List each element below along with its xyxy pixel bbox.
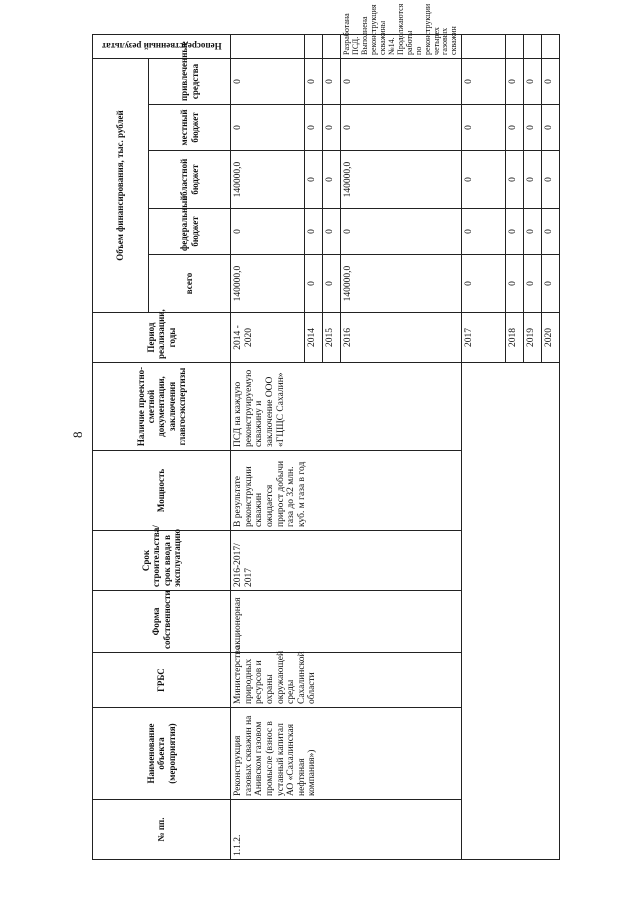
cell-local: 0 (305, 105, 323, 151)
header-grbs: ГРБС (93, 653, 231, 708)
cell-local: 0 (506, 105, 524, 151)
header-schedule: Срок строительства/срок ввода в эксплуатацию (93, 531, 231, 591)
header-local: местный бюджет (149, 105, 231, 151)
cell-period: 2019 (524, 313, 542, 363)
cell-regional: 140000,0 (341, 151, 462, 209)
cell-psd: ПСД на каждую реконструируемую скважину и заключение ООО «ГЦЩС Сахалин» (231, 363, 462, 451)
cell-period: 2014 - 2020 (231, 313, 305, 363)
table-body (231, 3, 560, 859)
table-row (231, 34, 305, 859)
cell-federal: 0 (462, 209, 506, 255)
cell-result (323, 34, 341, 58)
financing-table (92, 3, 560, 860)
cell-schedule: 2016-2017/ 2017 (231, 531, 462, 591)
page-number: 8 (70, 431, 85, 438)
cell-period: 2020 (542, 313, 560, 363)
cell-result: Разработана ПСД. Выполнена реконструкция скважины №14. Продолжаются работы по реконструкции четырех газовых скважин (341, 34, 462, 58)
cell-period: 2016 (341, 313, 462, 363)
cell-regional: 140000,0 (231, 151, 305, 209)
cell-total: 140000,0 (341, 255, 462, 313)
cell-local: 0 (524, 105, 542, 151)
cell-federal: 0 (231, 209, 305, 255)
header-period: Период реализации, годы (93, 313, 231, 363)
cell-attracted: 0 (341, 58, 462, 104)
cell-ownership: акционерная (231, 591, 462, 653)
cell-grbs: Министерство природных ресурсов и охраны окружающей среды Сахалинской области (231, 653, 462, 708)
header-ownership: Форма собственности (93, 591, 231, 653)
cell-regional: 0 (323, 151, 341, 209)
cell-total: 0 (524, 255, 542, 313)
cell-local: 0 (323, 105, 341, 151)
cell-local: 0 (542, 105, 560, 151)
header-federal: федеральный бюджет (149, 209, 231, 255)
cell-total: 0 (462, 255, 506, 313)
cell-total: 140000,0 (231, 255, 305, 313)
cell-result (305, 34, 323, 58)
cell-capacity: В результате реконструкции скважин ожидается прирост добычи газа до 32 млн. куб. м газа в год (231, 451, 462, 531)
cell-attracted: 0 (506, 58, 524, 104)
header-psd: Наличие проектно-сметной документации, заключения главгосэкспертизы (93, 363, 231, 451)
header-capacity: Мощность (93, 451, 231, 531)
header-total: всего (149, 255, 231, 313)
cell-num: 1.1.2. (231, 800, 462, 860)
cell-total: 0 (506, 255, 524, 313)
cell-period: 2017 (462, 313, 506, 363)
cell-attracted: 0 (524, 58, 542, 104)
cell-period: 2014 (305, 313, 323, 363)
cell-name: Реконструкция газовых скважин на Анивском газовом промысле (взнос в уставный капитал АО «Сахалинская нефтяная компания») (231, 708, 462, 800)
empty-cell (462, 363, 560, 860)
cell-regional: 0 (524, 151, 542, 209)
cell-total: 0 (323, 255, 341, 313)
cell-local: 0 (462, 105, 506, 151)
cell-period: 2018 (506, 313, 524, 363)
cell-total: 0 (305, 255, 323, 313)
cell-local: 0 (341, 105, 462, 151)
table-row (462, 34, 506, 859)
cell-attracted: 0 (542, 58, 560, 104)
cell-attracted: 0 (323, 58, 341, 104)
rotated-table-wrapper (92, 3, 555, 860)
cell-federal: 0 (524, 209, 542, 255)
cell-result (462, 34, 506, 58)
header-regional: областной бюджет (149, 151, 231, 209)
header-num: № пп. (93, 800, 231, 860)
header-name: Наименование объекта (мероприятия) (93, 708, 231, 800)
cell-result (506, 34, 524, 58)
cell-result (231, 34, 305, 58)
cell-attracted: 0 (305, 58, 323, 104)
cell-total: 0 (542, 255, 560, 313)
cell-regional: 0 (542, 151, 560, 209)
header-financing: Объем финансирования, тыс. рублей (93, 58, 149, 312)
cell-federal: 0 (506, 209, 524, 255)
cell-local: 0 (231, 105, 305, 151)
header-result: Непосредственный результат (93, 34, 231, 58)
cell-regional: 0 (506, 151, 524, 209)
cell-period: 2015 (323, 313, 341, 363)
cell-federal: 0 (323, 209, 341, 255)
header-attracted: привлеченные средства (149, 58, 231, 104)
cell-attracted: 0 (231, 58, 305, 104)
cell-federal: 0 (341, 209, 462, 255)
cell-federal: 0 (305, 209, 323, 255)
cell-result (524, 34, 542, 58)
cell-attracted: 0 (462, 58, 506, 104)
cell-regional: 0 (462, 151, 506, 209)
cell-regional: 0 (305, 151, 323, 209)
cell-federal: 0 (542, 209, 560, 255)
cell-result (542, 34, 560, 58)
